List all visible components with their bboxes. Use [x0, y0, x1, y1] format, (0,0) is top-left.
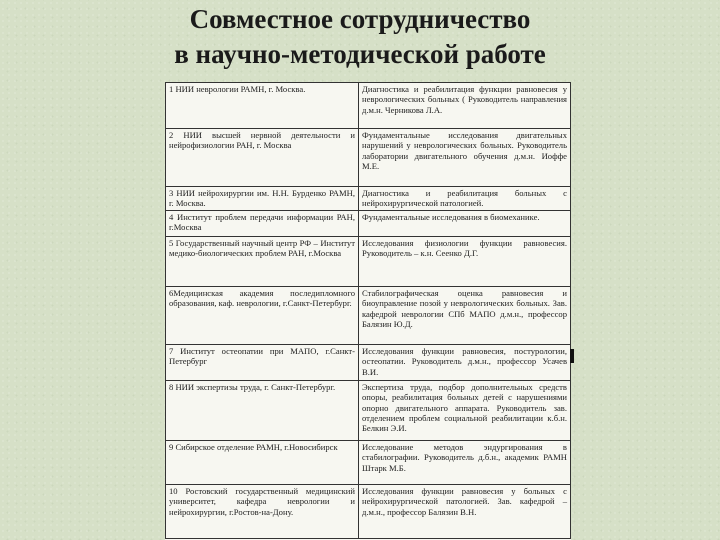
- table-row: [166, 211, 571, 237]
- organization-cell: 7 Институт остеопатии при МАПО, г.Санкт-Петербург: [166, 345, 359, 381]
- organization-cell: 9 Сибирское отделение РАМН, г.Новосибирск: [166, 441, 359, 485]
- organization-cell: 1 НИИ неврологии РАМН, г. Москва.: [166, 83, 359, 129]
- organization-cell: 8 НИИ экспертизы труда, г. Санкт-Петербург.: [166, 381, 359, 441]
- table-row: [166, 237, 571, 287]
- table-row: [166, 381, 571, 441]
- edge-marker: [570, 349, 574, 363]
- organization-cell: 2 НИИ высшей нервной деятельности и нейрофизиологии РАН, г. Москва: [166, 129, 359, 187]
- work-cell: Диагностика и реабилитация функции равновесия у неврологических больных ( Руководитель направления д.м.н. Черникова Л.А.: [359, 83, 571, 129]
- cooperation-table: [165, 82, 571, 539]
- work-cell: Исследования физиологии функции равновесия. Руководитель – к.н. Сеенко Д.Г.: [359, 237, 571, 287]
- organization-cell: 5 Государственный научный центр РФ – Институт медико-биологических проблем РАН, г.Москва: [166, 237, 359, 287]
- organization-cell: 6Медицинская академия последипломного образования, каф. неврологии, г.Санкт-Петербург.: [166, 287, 359, 345]
- title-line-2: в научно-методической работе: [174, 39, 546, 69]
- work-cell: Фундаментальные исследования в биомеханике.: [359, 211, 571, 237]
- table-row: [166, 287, 571, 345]
- work-cell: Диагностика и реабилитация больных с нейрохирургической патологией.: [359, 187, 571, 211]
- table-row: [166, 129, 571, 187]
- work-cell: Исследования функции равновесия у больных с нейрохирургической патологией. Зав. кафедрой – д.м.н., профессор Балязин В.Н.: [359, 485, 571, 539]
- table-row: [166, 441, 571, 485]
- work-cell: Исследования функции равновесия, постурологии, остеопатии. Руководитель д.м.н., профессор Усачев В.И.: [359, 345, 571, 381]
- organization-cell: 3 НИИ нейрохирургии им. Н.Н. Бурденко РАМН, г. Москва.: [166, 187, 359, 211]
- work-cell: Экспертиза труда, подбор дополнительных средств опоры, реабилитация больных детей с нарушениями опорно двигательного аппарата. Руководитель зав. отделением проблем социальной реабилитации к.б.н. Белкин Э.И.: [359, 381, 571, 441]
- table-row: [166, 83, 571, 129]
- work-cell: Исследование методов эндургирования в стабилографии. Руководитель д.б.н., академик РАМН Штарк М.Б.: [359, 441, 571, 485]
- organization-cell: 10 Ростовский государственный медицинский университет, кафедра неврологии и нейрохирургии, г.Ростов-на-Дону.: [166, 485, 359, 539]
- table-row: [166, 187, 571, 211]
- title-line-1: Совместное сотрудничество: [189, 4, 531, 34]
- table-row: [166, 345, 571, 381]
- work-cell: Фундаментальные исследования двигательных нарушений у неврологических больных. Руководитель лаборатории двигательного обучения д.м.н. Иоффе М.Е.: [359, 129, 571, 187]
- document-scan: [165, 82, 571, 540]
- table-row: [166, 485, 571, 539]
- work-cell: Стабилографическая оценка равновесия и биоуправление позой у неврологических больных. Зав. кафедрой неврологии СПб МАПО д.м.н., профессор Балязин Ю.Д.: [359, 287, 571, 345]
- organization-cell: 4 Институт проблем передачи информации РАН, г.Москва: [166, 211, 359, 237]
- slide-title: [0, 2, 720, 72]
